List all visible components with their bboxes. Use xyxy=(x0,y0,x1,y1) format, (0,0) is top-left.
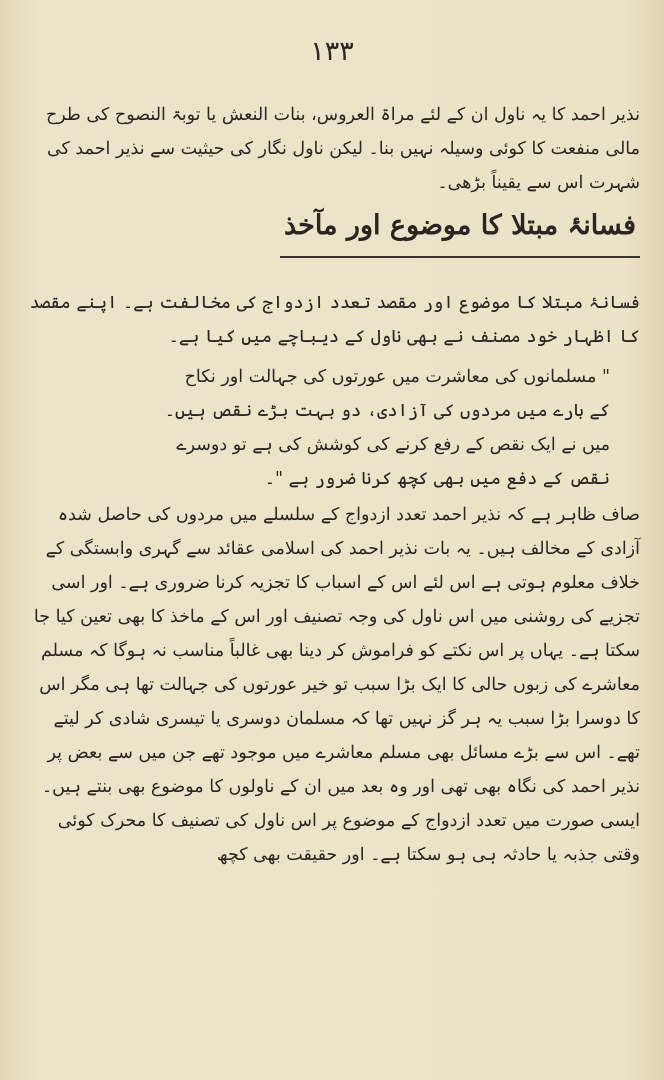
faded-margin-mark xyxy=(2,180,28,320)
quotation-block xyxy=(68,360,610,496)
heading-underline xyxy=(280,256,640,258)
page-body xyxy=(28,98,640,872)
section-heading-block xyxy=(28,206,640,266)
intro-paragraph: نذیر احمد کا یہ ناول ان کے لئے مراۃ العروس، بنات النعش یا توبۃ النصوح کی طرح مالی منفعت کا کوئی وسیلہ نہیں بنا۔ لیکن ناول نگار کی حیثیت سے نذیر احمد کی شہرت اس سے یقیناً بڑھی۔ xyxy=(45,105,640,193)
section-heading: فسانۂ مبتلا کا موضوع اور مآخذ xyxy=(283,210,636,241)
quote-line: نقص کے دفع میں بھی کچھ کرنا ضرور ہے "۔ xyxy=(264,469,610,489)
main-paragraph: صاف ظاہر ہے کہ نذیر احمد تعدد ازدواج کے سلسلے میں مردوں کی حاصل شدہ آزادی کے مخالف ہیں۔ یہ بات نذیر احمد کی اسلامی عقائد سے گہری وابستگی کے خلاف معلوم ہوتی ہے اس لئے اس کے اسباب کا تجزیہ کرنا ضروری ہے۔ اور اسی تجزیے کی روشنی میں اس ناول کی وجہ تصنیف اور اس کے ماخذ کا بھی تعین کیا جا سکتا ہے۔ یہاں پر اس نکتے کو فراموش کر دینا بھی غالباً مناسب نہ ہوگا کہ مسلم معاشرے کی زبوں حالی کا ایک بڑا سبب تو خیر عورتوں کی جہالت تھا ہی مگر اس کا دوسرا بڑا سبب یہ ہر گز نہیں تھا کہ مسلمان دوسری یا تیسری شادی کر لیتے تھے۔ اس سے بڑے مسائل بھی مسلم معاشرے میں موجود تھے جن میں سے بعض پر نذیر احمد کی نگاہ بھی تھی اور وہ بعد میں ان کے ناولوں کا موضوع بھی بنتے ہیں۔ ایسی صورت میں تعدد ازدواج کے موضوع پر اس ناول کی تصنیف کا محرک کوئی وقتی جذبہ یا حادثہ ہی ہو سکتا ہے۔ اور حقیقت بھی کچھ xyxy=(33,505,640,865)
page-number: ۱۳۳ xyxy=(310,36,354,67)
quote-line: کے بارے میں مردوں کی آزادی، دو بہت بڑے نقص ہیں۔ xyxy=(164,401,610,421)
section-paragraph: فسانۂ مبتلا کا موضوع اور مقصد تعدد ازدواج کی مخالفت ہے۔ اپنے مقصد کا اظہار خود مصنف نے بھی ناول کے دیباچے میں کیا ہے۔ xyxy=(29,293,640,347)
quote-line: " مسلمانوں کی معاشرت میں عورتوں کی جہالت اور نکاح xyxy=(184,367,610,387)
quote-line: میں نے ایک نقص کے رفع کرنے کی کوشش کی ہے تو دوسرے xyxy=(176,435,610,455)
